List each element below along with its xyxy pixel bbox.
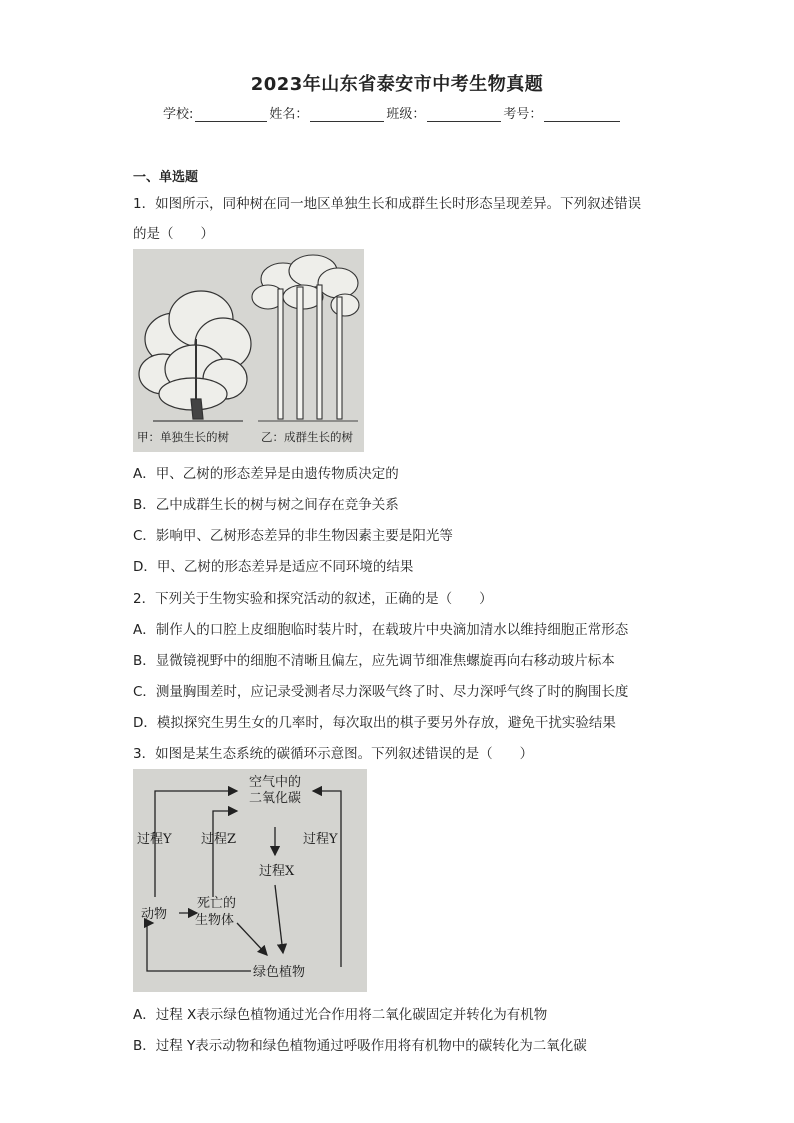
label-process-x: 过程X	[259, 864, 295, 879]
student-info-row	[163, 103, 622, 122]
question-3-option-b: B．过程 Y表示动物和绿色植物通过呼吸作用将有机物中的碳转化为二氧化碳	[133, 1038, 587, 1054]
node-air-line2: 二氧化碳	[248, 791, 302, 806]
node-animals: 动物	[141, 907, 168, 922]
question-1-stem-line2: 的是（ ）	[133, 226, 214, 242]
node-dead-line1: 死亡的	[197, 896, 237, 911]
question-3-stem: 3．如图是某生态系统的碳循环示意图。下列叙述错误的是（ ）	[133, 746, 534, 762]
node-air-line1: 空气中的	[248, 775, 302, 790]
question-2-stem: 2．下列关于生物实验和探究活动的叙述，正确的是（ ）	[133, 591, 493, 607]
question-1-option-b: B．乙中成群生长的树与树之间存在竞争关系	[133, 497, 399, 513]
name-label: 姓名：	[269, 107, 309, 122]
class-label: 班级：	[386, 107, 426, 122]
carbon-cycle-diagram	[133, 769, 367, 992]
class-blank[interactable]	[427, 107, 501, 122]
question-1-stem-line1: 1．如图所示，同种树在同一地区单独生长和成群生长时形态呈现差异。下列叙述错误	[133, 196, 642, 212]
exam-no-label: 考号：	[503, 107, 543, 122]
section-heading: 一、单选题	[133, 170, 199, 185]
exam-no-blank[interactable]	[544, 107, 620, 122]
question-1-figure	[133, 249, 364, 452]
question-2-option-d: D．模拟探究生男生女的几率时，每次取出的棋子要另外存放，避免干扰实验结果	[133, 715, 616, 731]
question-1-option-c: C．影响甲、乙树形态差异的非生物因素主要是阳光等	[133, 528, 453, 544]
question-1-option-d: D．甲、乙树的形态差异是适应不同环境的结果	[133, 559, 414, 575]
trees-illustration	[133, 249, 364, 452]
page-title: 2023年山东省泰安市中考生物真题	[250, 74, 544, 95]
question-1-option-a: A．甲、乙树的形态差异是由遗传物质决定的	[133, 466, 399, 482]
school-blank[interactable]	[195, 107, 267, 122]
figure-label-yi: 乙：成群生长的树	[261, 430, 353, 444]
question-2-option-a: A．制作人的口腔上皮细胞临时装片时，在载玻片中央滴加清水以维持细胞正常形态	[133, 622, 629, 638]
figure-label-jia: 甲：单独生长的树	[137, 430, 229, 444]
label-process-z: 过程Z	[201, 832, 237, 847]
label-process-y-right: 过程Y	[303, 832, 338, 847]
label-process-y-left: 过程Y	[137, 832, 172, 847]
question-3-option-a: A．过程 X表示绿色植物通过光合作用将二氧化碳固定并转化为有机物	[133, 1007, 548, 1023]
node-plants: 绿色植物	[253, 965, 306, 980]
question-2-option-c: C．测量胸围差时，应记录受测者尽力深吸气终了时、尽力深呼气终了时的胸围长度	[133, 684, 629, 700]
question-3-figure	[133, 769, 367, 992]
question-2-option-b: B．显微镜视野中的细胞不清晰且偏左，应先调节细准焦螺旋再向右移动玻片标本	[133, 653, 615, 669]
node-dead-line2: 生物体	[195, 913, 235, 928]
school-label: 学校:	[163, 107, 194, 122]
name-blank[interactable]	[310, 107, 384, 122]
